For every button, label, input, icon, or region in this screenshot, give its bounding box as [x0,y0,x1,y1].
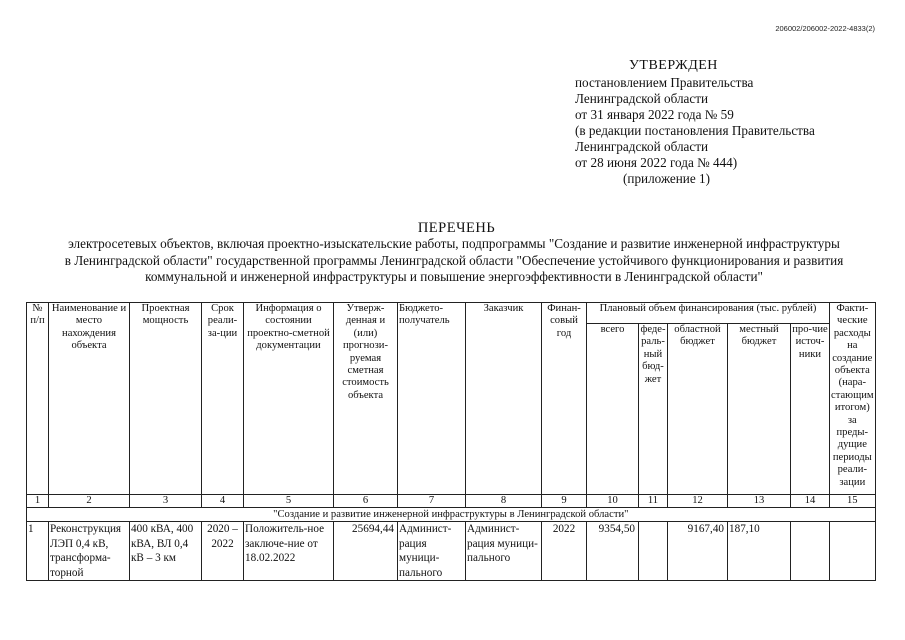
header-name: Наименование и место нахождения объекта [49,303,130,495]
header-other: про-чие источ-ники [791,324,830,495]
header-docs-info: Информация о состоянии проектно-сметной документации [244,303,334,495]
column-number: 12 [668,495,728,508]
cell-docs-info: Положитель-ное заключе-ние от 18.02.2022 [244,522,334,581]
header-total: всего [587,324,639,495]
header-federal: феде-раль-ный бюд-жет [639,324,668,495]
table-header-row [27,303,876,324]
header-capacity: Проектная мощность [130,303,202,495]
document-id: 206002/206002-2022-4833(2) [775,24,875,33]
header-regional: областной бюджет [668,324,728,495]
section-row [27,508,876,522]
header-approved-cost: Утверж-денная и (или) прогнози-руемая сметная стоимость объекта [334,303,398,495]
column-number: 1 [27,495,49,508]
header-num: № п/п [27,303,49,495]
cell-period: 2020 – 2022 [202,522,244,581]
approval-line: постановлением Правительства [575,75,754,90]
cell-approved-cost: 25694,44 [334,522,398,581]
approval-line: от 31 января 2022 года № 59 [575,107,734,122]
column-number: 13 [728,495,791,508]
header-recipient: Бюджето-получатель [398,303,466,495]
column-number: 7 [398,495,466,508]
column-number: 8 [466,495,542,508]
cell-capacity: 400 кВА, 400 кВА, ВЛ 0,4 кВ – 3 км [130,522,202,581]
column-numbers-row [27,495,876,508]
header-customer: Заказчик [466,303,542,495]
header-period: Срок реали-за-ции [202,303,244,495]
approval-line: от 28 июня 2022 года № 444) [575,155,738,170]
approval-block [575,58,815,187]
column-number: 14 [791,495,830,508]
cell-local: 187,10 [728,522,791,581]
header-local: местный бюджет [728,324,791,495]
cell-fin-year: 2022 [542,522,587,581]
subtitle-line: в Ленинградской области" государственной программы Ленинградской области "Обеспечение устойчивого функционирования и развития [64,252,844,268]
subtitle-line: коммунальной и инженерной инфраструктуры и повышение энергоэффективности в Ленинградской области" [145,269,763,284]
column-number: 10 [587,495,639,508]
table-row [27,522,876,581]
document-subtitle [20,236,888,286]
column-number: 3 [130,495,202,508]
cell-regional: 9167,40 [668,522,728,581]
approval-line: (в редакции постановления Правительства [575,123,815,138]
cell-federal [639,522,668,581]
header-actual: Факти-ческие расходы на создание объекта (нара-стающим итогом) за преды-дущие периоды реали-зации [830,303,876,495]
subtitle-line: электросетевых объектов, включая проектно-изыскательские работы, подпрограммы "Создание и развитие инженерной инфраструктуры [68,236,840,251]
cell-name: Реконструкция ЛЭП 0,4 кВ, трансформа-торной [49,522,130,581]
approval-heading: УТВЕРЖДЕН [629,58,718,73]
column-number: 6 [334,495,398,508]
cell-total: 9354,50 [587,522,639,581]
approval-line: Ленинградской области [575,91,709,106]
column-number: 9 [542,495,587,508]
objects-table [26,302,876,581]
approval-line: Ленинградской области [575,139,709,154]
cell-recipient: Админист-рация муници-пального [398,522,466,581]
section-title: "Создание и развитие инженерной инфраструктуры в Ленинградской области" [27,508,876,522]
header-fin-year: Финан-совый год [542,303,587,495]
column-number: 5 [244,495,334,508]
document-title: ПЕРЕЧЕНЬ [417,220,496,236]
cell-actual [830,522,876,581]
column-number: 15 [830,495,876,508]
cell-num: 1 [27,522,49,581]
header-planned-group: Плановый объем финансирования (тыс. рублей) [587,303,830,324]
column-number: 11 [639,495,668,508]
cell-other [791,522,830,581]
column-number: 2 [49,495,130,508]
column-number: 4 [202,495,244,508]
cell-customer: Админист-рация муници-пального [466,522,542,581]
appendix-note: (приложение 1) [623,171,710,186]
